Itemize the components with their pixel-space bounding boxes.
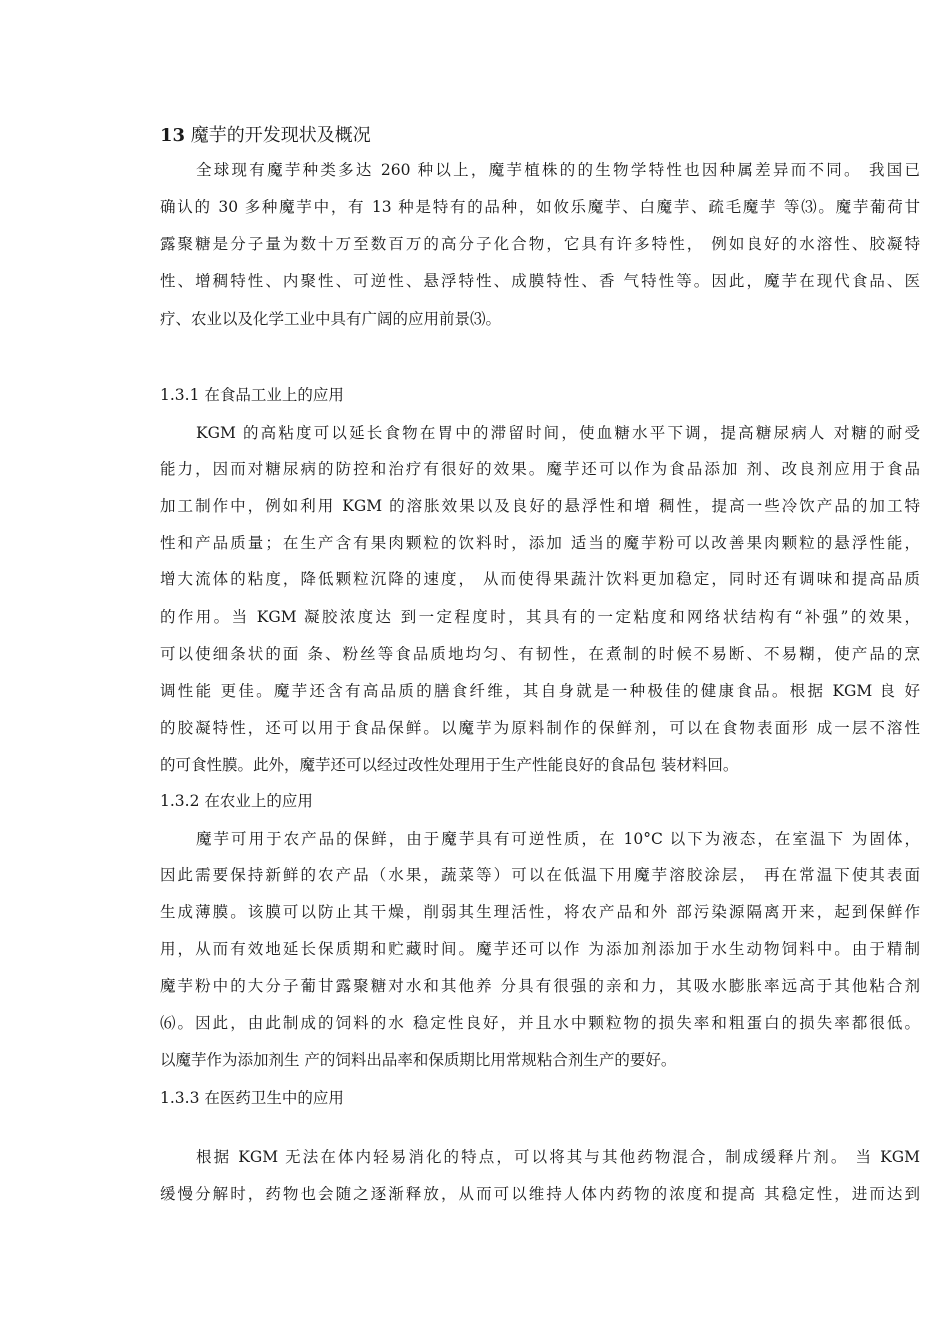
paragraph-line: 根据 KGM 无法在体内轻易消化的特点，可以将其与其他药物混合，制成缓释片剂。 当 KGM [196, 1148, 920, 1166]
paragraph-line: ⑹。因此，由此制成的饲料的水 稳定性良好，并且水中颗粒物的损失率和粗蛋白的损失率都很低。 [160, 1014, 920, 1032]
subsection-heading: 1.3.2 在农业上的应用 [160, 792, 313, 810]
paragraph-line: 调性能 更佳。魔芋还含有高品质的膳食纤维，其自身就是一种极佳的健康食品。根据 KGM 良 好 [160, 682, 920, 700]
section-title-text: 魔芋的开发现状及概况 [190, 125, 371, 146]
paragraph-line: 加工制作中，例如利用 KGM 的溶胀效果以及良好的悬浮性和增 稠性，提高一些冷饮产品的加工特 [160, 497, 920, 515]
paragraph-line: 的可食性膜。此外，魔芋还可以经过改性处理用于生产性能良好的食品包 装材料回。 [160, 756, 739, 774]
paragraph-line: 因此需要保持新鲜的农产品（水果，蔬菜等）可以在低温下用魔芋溶胶涂层， 再在常温下使其表面 [160, 866, 920, 884]
paragraph-line: 能力，因而对糖尿病的防控和治疗有很好的效果。魔芋还可以作为食品添加 剂、改良剂应用于食品 [160, 460, 920, 478]
paragraph-line: 缓慢分解时，药物也会随之逐渐释放，从而可以维持人体内药物的浓度和提高 其稳定性，进而达到 [160, 1185, 920, 1203]
paragraph-line: 以魔芋作为添加剂生 产的饲料出品率和保质期比用常规粘合剂生产的要好。 [160, 1051, 677, 1069]
paragraph-line: KGM 的高粘度可以延长食物在胃中的滞留时间，使血糖水平下调，提高糖尿病人 对糖的耐受 [196, 424, 920, 442]
intro-line: 确认的 30 多种魔芋中，有 13 种是特有的品种，如攸乐魔芋、白魔芋、疏毛魔芋 等⑶。魔芋葡荷甘 [160, 198, 920, 216]
paragraph-line: 魔芋可用于农产品的保鲜，由于魔芋具有可逆性质，在 10°C 以下为液态，在室温下 为固体， [196, 830, 920, 848]
paragraph-line: 性和产品质量；在生产含有果肉颗粒的饮料时，添加 适当的魔芋粉可以改善果肉颗粒的悬浮性能， [160, 534, 920, 552]
section-title [160, 122, 371, 150]
paragraph-line: 可以使细条状的面 条、粉丝等食品质地均匀、有韧性，在煮制的时候不易断、不易糊，使产品的烹 [160, 645, 920, 663]
intro-line: 疗、农业以及化学工业中具有广阔的应用前景⑶。 [160, 310, 502, 328]
subsection-heading: 1.3.3 在医药卫生中的应用 [160, 1089, 344, 1107]
intro-line: 露聚糖是分子量为数十万至数百万的高分子化合物，它具有许多特性， 例如良好的水溶性、胶凝特 [160, 235, 920, 253]
intro-line: 全球现有魔芋种类多达 260 种以上，魔芋植株的的生物学特性也因种属差异而不同。 我国已 [196, 161, 920, 179]
subsection-heading: 1.3.1 在食品工业上的应用 [160, 386, 344, 404]
intro-line: 性、增稠特性、内聚性、可逆性、悬浮特性、成膜特性、香 气特性等。因此，魔芋在现代食品、医 [160, 272, 920, 290]
paragraph-line: 的胶凝特性，还可以用于食品保鲜。以魔芋为原料制作的保鲜剂，可以在食物表面形 成一层不溶性 [160, 719, 920, 737]
paragraph-line: 增大流体的粘度，降低颗粒沉降的速度， 从而使得果蔬汁饮料更加稳定，同时还有调味和提高品质 [160, 570, 920, 588]
paragraph-line: 生成薄膜。该膜可以防止其干燥，削弱其生理活性，将农产品和外 部污染源隔离开来，起到保鲜作 [160, 903, 920, 921]
section-number: 13 [160, 125, 186, 146]
paragraph-line: 魔芋粉中的大分子葡甘露聚糖对水和其他养 分具有很强的亲和力，其吸水膨胀率远高于其他粘合剂 [160, 977, 920, 995]
paragraph-line: 的作用。当 KGM 凝胶浓度达 到一定程度时，其具有的一定粘度和网络状结构有“补强”的效果， [160, 608, 920, 626]
paragraph-line: 用，从而有效地延长保质期和贮藏时间。魔芋还可以作 为添加剂添加于水生动物饲料中。由于精制 [160, 940, 920, 958]
